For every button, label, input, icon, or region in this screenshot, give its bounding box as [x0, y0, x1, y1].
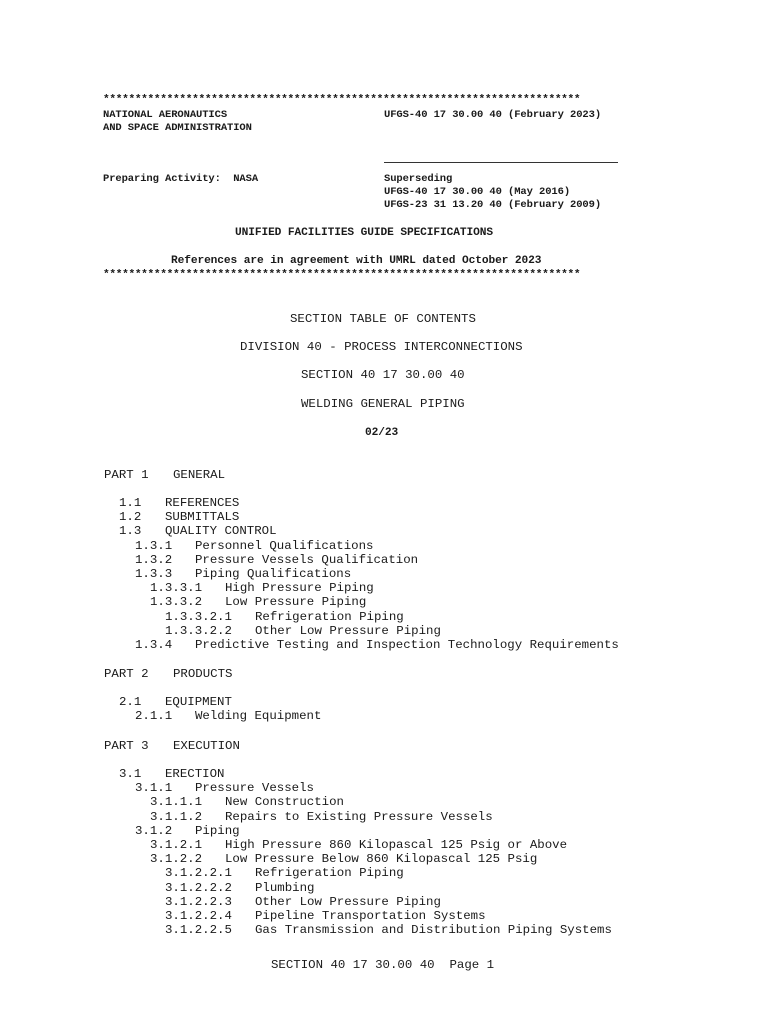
- section-date: 02/23: [365, 427, 399, 439]
- references-note: References are in agreement with UMRL dated October 2023: [171, 255, 542, 267]
- toc-entry-number: 3.1: [119, 767, 142, 781]
- guide-title: UNIFIED FACILITIES GUIDE SPECIFICATIONS: [235, 227, 493, 239]
- toc-entry-title: EQUIPMENT: [165, 695, 232, 709]
- toc-entry-title: Pipeline Transportation Systems: [255, 909, 486, 923]
- toc-entry-number: 3.1.2: [135, 824, 173, 838]
- toc-entry-title: Low Pressure Below 860 Kilopascal 125 Psig: [225, 852, 538, 866]
- toc-entry-number: 1.1: [119, 496, 142, 510]
- toc-entry-title: New Construction: [225, 795, 344, 809]
- toc-entry-number: 1.3.2: [135, 553, 173, 567]
- toc-entry-title: Repairs to Existing Pressure Vessels: [225, 810, 493, 824]
- toc-entry-title: QUALITY CONTROL: [165, 524, 277, 538]
- toc-entry-number: 3.1.1.2: [150, 810, 203, 824]
- toc-entry-title: REFERENCES: [165, 496, 240, 510]
- toc-entry-title: Pressure Vessels: [195, 781, 314, 795]
- toc-entry-number: 3.1.2.2.2: [165, 881, 232, 895]
- toc-entry-number: 1.3.1: [135, 539, 173, 553]
- agency-name-line2: AND SPACE ADMINISTRATION: [103, 122, 252, 134]
- toc-entry-number: 1.3.3.1: [150, 581, 203, 595]
- ufgs-current-designation: UFGS-40 17 30.00 40 (February 2023): [384, 109, 602, 121]
- section-title: WELDING GENERAL PIPING: [301, 397, 465, 411]
- toc-entry-title: ERECTION: [165, 767, 225, 781]
- superseded-ufgs-1: UFGS-40 17 30.00 40 (May 2016): [384, 186, 571, 198]
- toc-entry-number: 3.1.2.2.4: [165, 909, 232, 923]
- toc-entry-number: 3.1.2.1: [150, 838, 203, 852]
- toc-entry-number: 1.3.3.2: [150, 595, 203, 609]
- asterisk-rule-bottom: ***************************************************************************: [103, 269, 581, 281]
- toc-entry-number: 1.3.3.2.2: [165, 624, 232, 638]
- toc-entry-title: Pressure Vessels Qualification: [195, 553, 419, 567]
- toc-entry-title: Refrigeration Piping: [255, 866, 404, 880]
- toc-entry-number: 3.1.2.2.5: [165, 923, 232, 937]
- toc-entry-number: 1.3.4: [135, 638, 173, 652]
- superseding-label: Superseding: [384, 173, 453, 185]
- page-footer: SECTION 40 17 30.00 40 Page 1: [271, 958, 495, 972]
- preparing-activity: Preparing Activity: NASA: [103, 173, 259, 185]
- toc-entry-title: High Pressure 860 Kilopascal 125 Psig or Above: [225, 838, 568, 852]
- asterisk-rule-top: ***************************************************************************: [103, 94, 581, 106]
- toc-entry-number: 2.1: [119, 695, 142, 709]
- toc-entry-title: Refrigeration Piping: [255, 610, 404, 624]
- toc-entry-title: Welding Equipment: [195, 709, 322, 723]
- toc-entry-title: Other Low Pressure Piping: [255, 624, 441, 638]
- toc-part-number: PART 3: [104, 739, 149, 753]
- superseding-rule: [384, 162, 618, 163]
- toc-entry-number: 2.1.1: [135, 709, 173, 723]
- toc-entry-title: Personnel Qualifications: [195, 539, 374, 553]
- toc-part-title: PRODUCTS: [173, 667, 233, 681]
- toc-entry-number: 3.1.1.1: [150, 795, 203, 809]
- toc-part-title: EXECUTION: [173, 739, 240, 753]
- agency-name-line1: NATIONAL AERONAUTICS: [103, 109, 228, 121]
- toc-entry-number: 1.3.3: [135, 567, 173, 581]
- toc-entry-title: Piping Qualifications: [195, 567, 352, 581]
- toc-entry-title: High Pressure Piping: [225, 581, 374, 595]
- toc-entry-number: 3.1.1: [135, 781, 173, 795]
- toc-entry-title: Predictive Testing and Inspection Technology Requirements: [195, 638, 619, 652]
- toc-entry-title: Gas Transmission and Distribution Piping Systems: [255, 923, 612, 937]
- toc-entry-title: SUBMITTALS: [165, 510, 240, 524]
- toc-entry-number: 1.3.3.2.1: [165, 610, 232, 624]
- toc-part-title: GENERAL: [173, 468, 226, 482]
- toc-entry-title: Low Pressure Piping: [225, 595, 367, 609]
- toc-entry-number: 3.1.2.2: [150, 852, 203, 866]
- toc-heading: SECTION TABLE OF CONTENTS: [290, 312, 476, 326]
- toc-entry-title: Piping: [195, 824, 240, 838]
- toc-entry-title: Plumbing: [255, 881, 315, 895]
- toc-part-number: PART 2: [104, 667, 149, 681]
- toc-entry-number: 3.1.2.2.1: [165, 866, 232, 880]
- toc-entry-number: 3.1.2.2.3: [165, 895, 232, 909]
- toc-entry-number: 1.3: [119, 524, 142, 538]
- division-title: DIVISION 40 - PROCESS INTERCONNECTIONS: [240, 340, 523, 354]
- toc-entry-number: 1.2: [119, 510, 142, 524]
- superseded-ufgs-2: UFGS-23 31 13.20 40 (February 2009): [384, 199, 602, 211]
- toc-entry-title: Other Low Pressure Piping: [255, 895, 441, 909]
- toc-part-number: PART 1: [104, 468, 149, 482]
- section-number: SECTION 40 17 30.00 40: [301, 368, 465, 382]
